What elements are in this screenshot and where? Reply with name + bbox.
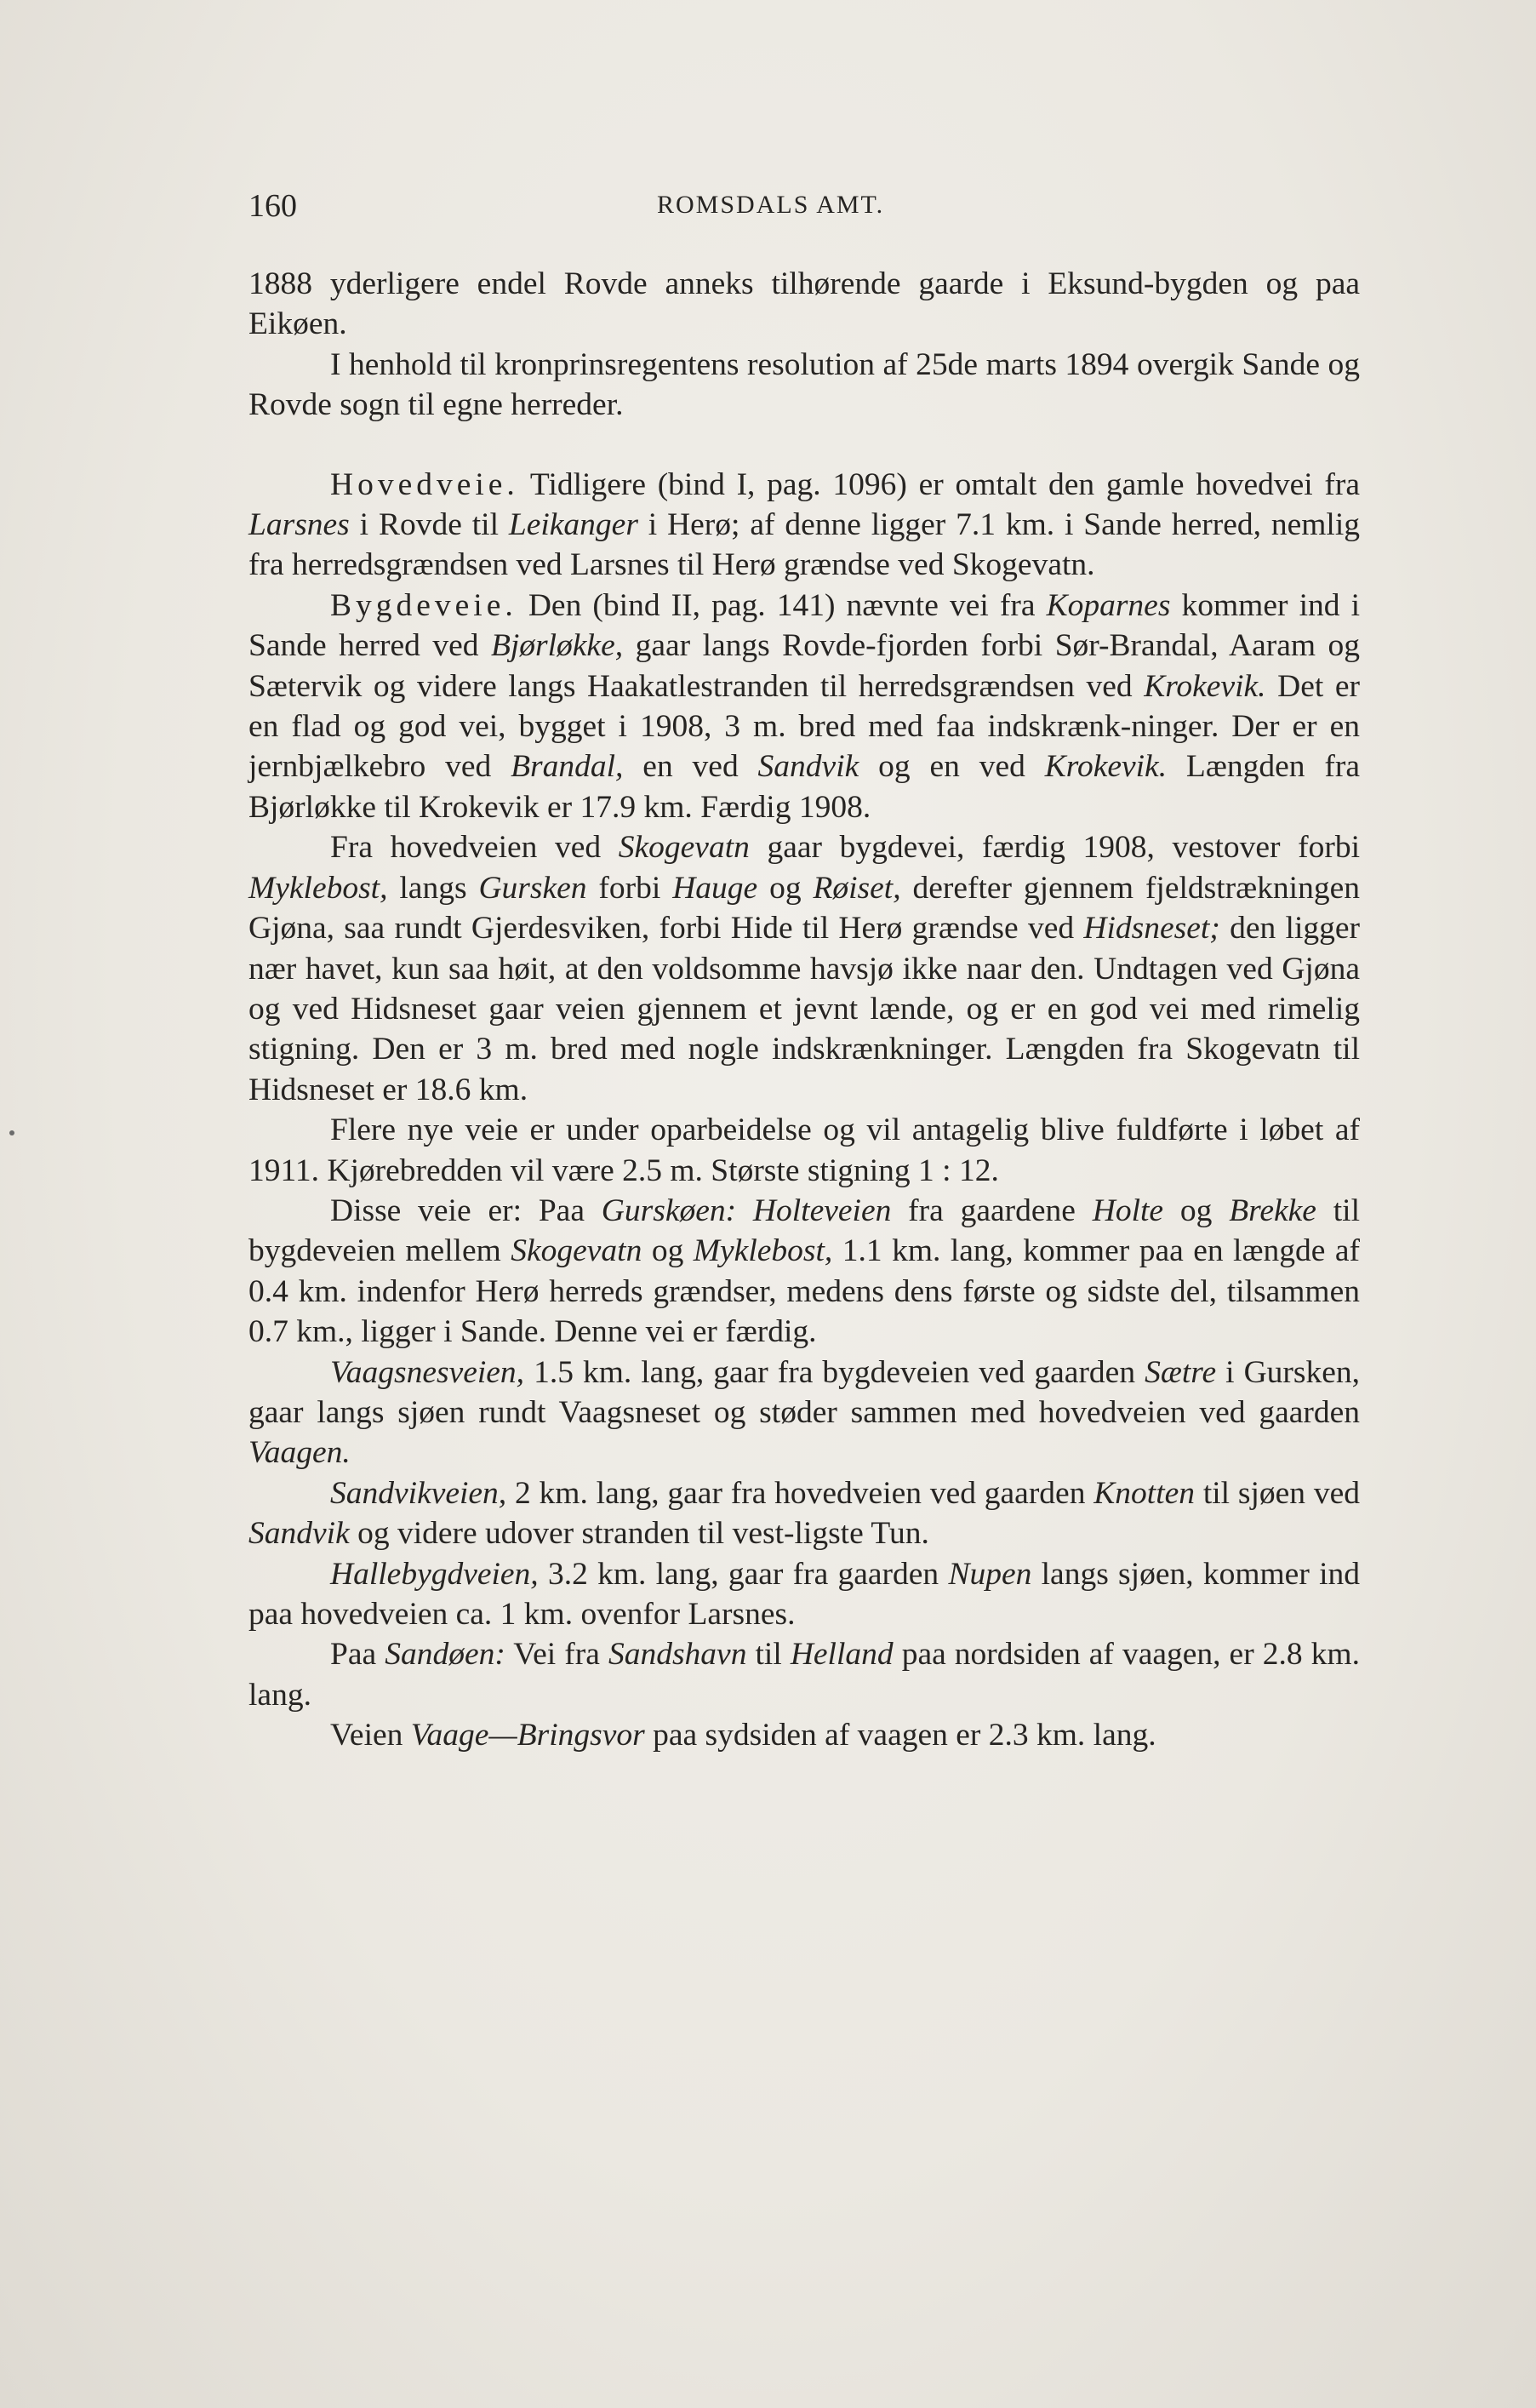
text-run: Det er en flad og god vei, bygget i 1908, 3 m. bred med faa indskrænk-ninger. Der er en jernbjælkebro ved xyxy=(248,668,1360,785)
italic-name: Holte xyxy=(1092,1193,1164,1228)
body-text xyxy=(248,264,1360,1756)
text-run: 2 km. lang, gaar fra hovedveien ved gaarden xyxy=(506,1475,1094,1511)
italic-name: Sandvikveien, xyxy=(330,1475,507,1511)
text-run: og xyxy=(642,1233,694,1269)
italic-name: Hauge xyxy=(672,870,758,906)
page-number: 160 xyxy=(248,188,297,224)
running-title: ROMSDALS AMT. xyxy=(657,191,885,219)
italic-name: Vaagsnesveien, xyxy=(330,1354,525,1390)
paragraph xyxy=(248,345,1360,426)
text-run: Disse veie er: Paa xyxy=(330,1193,602,1228)
italic-name: Sandshavn xyxy=(608,1637,747,1673)
text-run: derefter gjennem fjeldstrækningen Gjøna, saa rundt Gjerdesviken, forbi Hide til Herø grændse ved xyxy=(248,870,1360,947)
text-run: gaar bygdevei, færdig 1908, vestover forbi xyxy=(749,830,1361,866)
text-run: og en ved xyxy=(859,749,1045,785)
text-run: gaar langs Rovde-fjorden forbi Sør-Brandal, Aaram og Sætervik og videre langs Haakatlestranden til herredsgrændsen ved xyxy=(248,628,1360,704)
text-run: Veien xyxy=(330,1718,411,1753)
text-run: Paa xyxy=(330,1637,385,1673)
italic-name: Sandvik xyxy=(248,1516,350,1552)
italic-name: Røiset, xyxy=(813,870,901,906)
italic-name: Vaagen. xyxy=(248,1435,351,1471)
italic-name: Hidsneset; xyxy=(1083,911,1220,947)
italic-name: Krokevik. xyxy=(1044,749,1168,785)
italic-name: Gurskøen: xyxy=(601,1193,737,1228)
text-run: I henhold til kronprinsregentens resolution af 25de marts 1894 overgik Sande og Rovde sogn til egne herreder. xyxy=(248,346,1360,423)
text-run: i Rovde til xyxy=(349,507,509,543)
italic-name: Hallebygdveien, xyxy=(330,1556,539,1592)
italic-name: Nupen xyxy=(948,1556,1032,1592)
text-run: 1.1 km. lang, kommer paa en længde af 0.4 km. indenfor Herø herreds grændser, medens dens første og sidste del, tilsammen 0.7 km., ligger i Sande. Denne vei er færdig. xyxy=(248,1233,1360,1350)
text-run: Længden fra Bjørløkke til Krokevik er 17.9 km. Færdig 1908. xyxy=(248,749,1360,825)
page-header xyxy=(248,187,1355,238)
paragraph xyxy=(248,827,1360,1110)
italic-name: Myklebost, xyxy=(693,1233,833,1269)
text-run: og xyxy=(757,870,814,906)
text-run: 3.2 km. lang, gaar fra gaarden xyxy=(538,1556,949,1592)
spaced-heading: Bygdeveie. xyxy=(330,587,517,623)
paragraph xyxy=(248,1110,1360,1191)
text-run: en ved xyxy=(623,749,758,785)
italic-name: Gursken xyxy=(478,870,587,906)
spaced-heading: Hovedveie. xyxy=(330,466,519,502)
paragraph xyxy=(248,1473,1360,1554)
text-run: langs sjøen, kommer ind paa hovedveien ca. 1 km. ovenfor Larsnes. xyxy=(248,1556,1360,1632)
text-run: Den (bind II, pag. 141) nævnte vei fra xyxy=(517,587,1047,623)
text-run: langs xyxy=(387,870,479,906)
text-run: i Herø; af denne ligger 7.1 km. i Sande herred, nemlig fra herredsgrændsen ved Larsnes til Herø grændse ved Skogevatn. xyxy=(248,507,1360,583)
text-run: paa sydsiden af vaagen er 2.3 km. lang. xyxy=(644,1718,1156,1753)
italic-name: Myklebost, xyxy=(248,870,388,906)
paragraph xyxy=(248,1554,1360,1635)
text-run: i Gursken, gaar langs sjøen rundt Vaagsneset og støder sammen med hovedveien ved gaarden xyxy=(248,1354,1360,1430)
text-run xyxy=(736,1193,753,1228)
italic-name: Skogevatn xyxy=(618,830,750,866)
text-run: 1888 yderligere endel Rovde anneks tilhørende gaarde i Eksund-bygden og paa Eikøen. xyxy=(248,266,1360,342)
text-run: Fra hovedveien ved xyxy=(330,830,619,866)
text-run: forbi xyxy=(586,870,673,906)
text-run: og xyxy=(1163,1193,1230,1228)
italic-name: Brandal, xyxy=(511,749,624,785)
italic-name: Vaage—Bringsvor xyxy=(410,1718,645,1753)
paragraph xyxy=(248,1715,1360,1755)
paragraph xyxy=(248,1634,1360,1715)
paragraph xyxy=(248,465,1360,586)
italic-name: Holteveien xyxy=(752,1193,892,1228)
italic-name: Krokevik. xyxy=(1144,668,1266,704)
italic-name: Sandvik xyxy=(757,749,859,785)
text-run: og videre udover stranden til vest-ligste Tun. xyxy=(349,1516,929,1552)
italic-name: Leikanger xyxy=(508,507,638,543)
text-run: til bygdeveien mellem xyxy=(248,1193,1361,1269)
paragraph xyxy=(248,586,1360,827)
text-run: kommer ind i Sande herred ved xyxy=(248,587,1361,664)
text-run: til sjøen ved xyxy=(1195,1475,1360,1511)
italic-name: Brekke xyxy=(1229,1193,1316,1228)
italic-name: Knotten xyxy=(1093,1475,1196,1511)
paragraph xyxy=(248,264,1360,345)
text-run: Tidligere (bind I, pag. 1096) er omtalt den gamle hovedvei fra xyxy=(518,466,1360,502)
text-run: Flere nye veie er under oparbeidelse og vil antagelig blive fuldførte i løbet af 1911. Kjørebredden vil være 2.5 m. Største stigning 1 : 12. xyxy=(248,1112,1360,1188)
text-run: Vei fra xyxy=(505,1637,608,1673)
italic-name: Sætre xyxy=(1145,1354,1217,1390)
text-run: 1.5 km. lang, gaar fra bygdeveien ved gaarden xyxy=(524,1354,1145,1390)
text-run: paa nordsiden af vaagen, er 2.8 km. lang. xyxy=(248,1637,1360,1713)
italic-name: Larsnes xyxy=(248,507,350,543)
paragraph xyxy=(248,1191,1360,1353)
italic-name: Bjørløkke, xyxy=(490,628,624,664)
text-run: til xyxy=(746,1637,791,1673)
italic-name: Helland xyxy=(790,1637,894,1673)
paragraph xyxy=(248,1353,1360,1473)
margin-speck xyxy=(9,1130,14,1135)
text-run: den ligger nær havet, kun saa høit, at den voldsomme havsjø ikke naar den. Undtagen ved Gjøna og ved Hidsneset gaar veien gjennem et jevnt lænde, og er en god vei med rimelig stigning. Den er 3 m. bred med nogle indskrænkninger. Længden fra Skogevatn til Hidsneset er 18.6 km. xyxy=(248,911,1360,1107)
italic-name: Sandøen: xyxy=(385,1637,505,1673)
italic-name: Koparnes xyxy=(1046,587,1171,623)
text-run: fra gaardene xyxy=(891,1193,1093,1228)
italic-name: Skogevatn xyxy=(511,1233,642,1269)
